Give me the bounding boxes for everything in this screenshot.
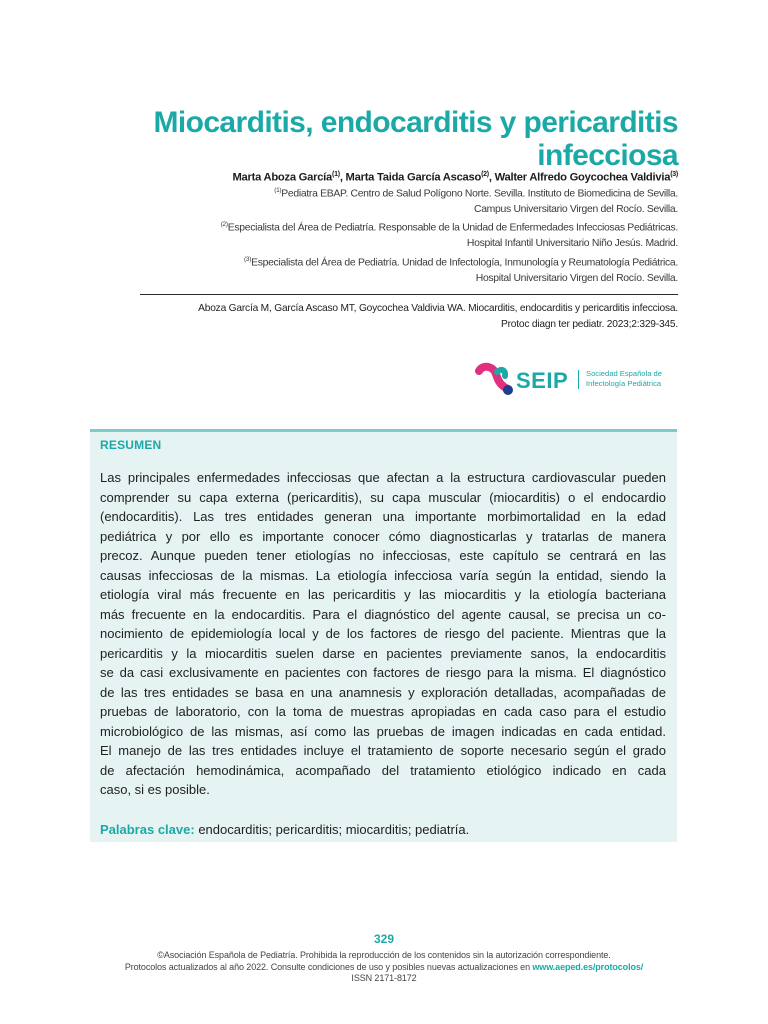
affiliation-text: Pediatra EBAP. Centro de Salud Polígono Norte. Sevilla. Instituto de Biomedicina de Sevilla.	[281, 188, 678, 200]
title-line-2: infecciosa	[537, 139, 678, 173]
author-ref: (1)	[332, 171, 340, 178]
abstract-line: de afectación hemodinámica, acompañado del tratamiento etiológico indicado en cada	[100, 762, 666, 778]
abstract-line: comprender su capa externa (pericarditis), su capa muscular (miocarditis) o el endocardio	[100, 489, 666, 505]
abstract-line: más frecuente en la endocarditis. Para el diagnóstico del agente causal, se precisa un co-	[100, 606, 666, 622]
affiliation-line: Hospital Infantil Universitario Niño Jesús. Madrid.	[466, 238, 678, 250]
abstract-box	[90, 429, 677, 842]
page-footer	[0, 950, 768, 985]
citation-line: Aboza García M, García Ascaso MT, Goycochea Valdivia WA. Miocarditis, endocarditis y pericarditis infecciosa.	[198, 303, 678, 314]
author-name: Walter Alfredo Goycochea Valdivia	[494, 171, 671, 184]
abstract-line: (endocarditis). Las tres entidades generan una importante morbimortalidad en la edad	[100, 509, 666, 524]
abstract-text	[100, 468, 666, 800]
affiliation-ref: (2)	[220, 221, 228, 229]
abstract-heading: RESUMEN	[100, 438, 162, 452]
abstract-line: etiología viral más frecuente en las pericarditis y las miocarditis y la etiología bacteriana	[100, 587, 666, 602]
citation-line: Protoc diagn ter pediatr. 2023;2:329-345.	[500, 318, 678, 330]
protocols-link[interactable]: www.aeped.es/protocolos/	[532, 961, 644, 972]
author-ref: (3)	[670, 171, 678, 178]
author-separator: ,	[488, 171, 495, 184]
affiliation-line: Hospital Universitario Virgen del Rocío. Sevilla.	[475, 272, 678, 284]
abstract-line: pericarditis y la miocarditis suelen darse en pacientes previamente sanos, la endocarditis	[100, 645, 666, 661]
citation-divider	[140, 294, 678, 295]
citation	[90, 301, 678, 332]
seip-logo	[474, 362, 680, 402]
logo-divider	[578, 370, 579, 389]
author-name: Marta Taida García Ascaso	[345, 171, 482, 184]
keywords-text: endocarditis; pericarditis; miocarditis; pediatría.	[198, 822, 470, 837]
article-title	[90, 106, 678, 172]
affiliation-ref: (1)	[274, 187, 282, 194]
affiliation-line: Campus Universitario Virgen del Rocío. Sevilla.	[473, 203, 678, 215]
issn-line: ISSN 2171-8172	[351, 973, 417, 983]
logo-subtitle-line: Infectología Pediátrica	[586, 378, 662, 388]
affiliation-ref: (3)	[244, 255, 252, 263]
abstract-line: de las tres entidades se basa en una anamnesis y exploración detalladas, acompañadas de	[100, 684, 666, 700]
abstract-line: El manejo de las tres entidades incluye el tratamiento de soporte necesario según el grado	[100, 743, 666, 758]
abstract-line: se da casi exclusivamente en pacientes con factores de riesgo para la misma. El diagnóstico	[100, 665, 666, 680]
update-text: Protocolos actualizados al año 2022. Consulte condiciones de uso y posibles nuevas actualizaciones en	[124, 961, 533, 972]
abstract-line: caso, si es posible.	[100, 782, 210, 797]
keywords-label: Palabras clave:	[100, 822, 195, 837]
abstract-line: causas infecciosas de la mismas. La etiología infecciosa varía según la entidad, siendo la	[100, 567, 666, 583]
abstract-line: microbiológico de las mismas, así como las pruebas de imagen indicadas en cada entidad.	[100, 723, 666, 739]
affiliation-line	[60, 183, 678, 202]
author-separator: ,	[339, 171, 346, 184]
keywords	[100, 821, 469, 839]
affiliation-text: Especialista del Área de Pediatría. Unidad de Infectología, Inmunología y Reumatología Pediátrica.	[251, 257, 678, 269]
affiliation-line	[60, 217, 678, 236]
abstract-line: Las principales enfermedades infecciosas que afectan a la estructura cardiovascular pueden	[100, 470, 666, 485]
affiliation-text: Especialista del Área de Pediatría. Responsable de la Unidad de Enfermedades Infecciosas Pediátricas.	[227, 222, 678, 234]
copyright-line: ©Asociación Española de Pediatría. Prohibida la reproducción de los contenidos sin la autorización correspondiente.	[157, 950, 611, 960]
abstract-line: precoz. Aunque pueden tener etiologías no infecciosas, este capítulo se centrará en las	[100, 548, 666, 563]
page-number: 329	[373, 932, 395, 946]
logo-wordmark: SEIP	[516, 368, 569, 393]
affiliations	[60, 183, 678, 286]
abstract-line: pediátrica y por ello es importante conocer cómo diagnosticarlas y tratarlas de manera	[100, 528, 666, 544]
abstract-line: pruebas de laboratorio, con la toma de muestras apropiadas en cada caso para el estudio	[100, 704, 666, 719]
author-ref: (2)	[481, 171, 489, 178]
seip-logo-mark-icon	[474, 362, 514, 398]
logo-subtitle-line: Sociedad Española de	[586, 369, 662, 378]
author-name: Marta Aboza García	[232, 171, 333, 184]
abstract-line: nocimiento de epidemiología local y de los factores de riesgo del paciente. Mientras que la	[100, 626, 666, 641]
affiliation-line	[60, 252, 678, 271]
logo-subtitle	[586, 369, 662, 388]
update-line	[0, 962, 768, 974]
title-line-1: Miocarditis, endocarditis y pericarditis	[153, 106, 678, 140]
